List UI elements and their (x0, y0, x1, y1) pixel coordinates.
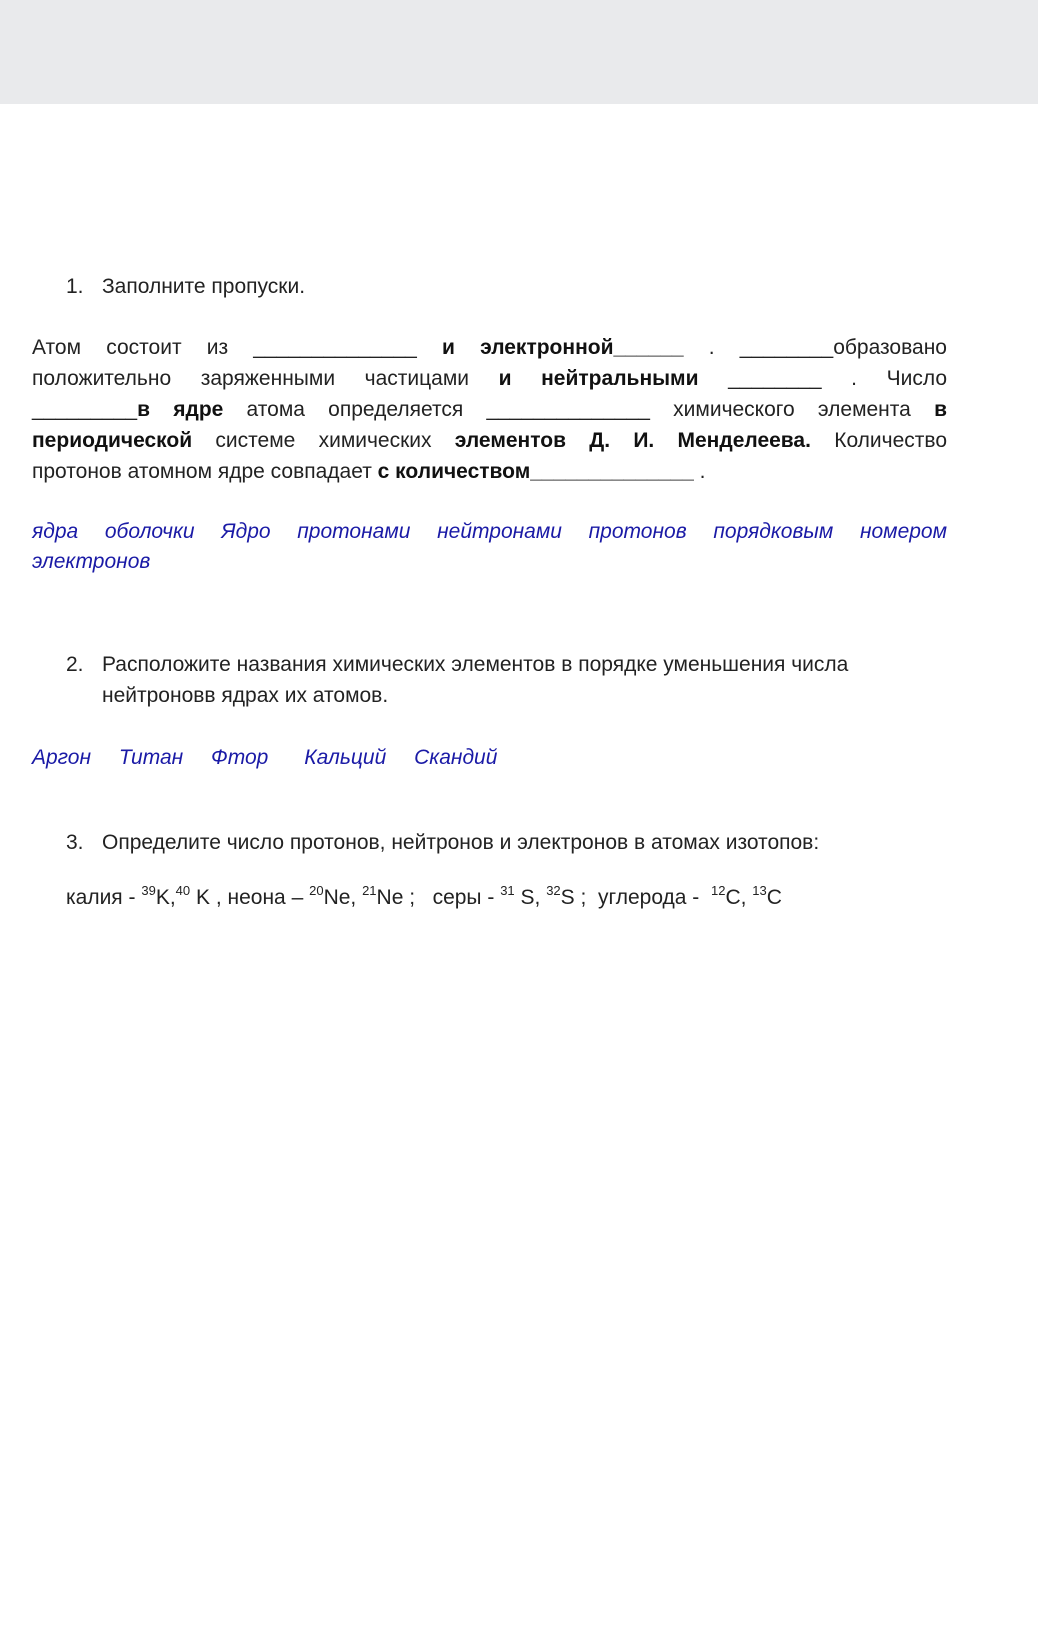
blank: _________ (32, 398, 138, 421)
mass-number: 21 (362, 883, 377, 898)
q1-line-1 (32, 334, 947, 362)
text: углерода - (598, 886, 711, 909)
q1-number: 1. (66, 275, 84, 298)
text: . (693, 460, 706, 483)
text: . ________образовано (683, 336, 947, 359)
element-calcium: Кальций (304, 746, 387, 769)
text: положительно заряженными частицами (32, 367, 499, 390)
bold-text: в (934, 398, 947, 421)
word: Ядро (221, 520, 271, 543)
mass-number: 32 (546, 883, 561, 898)
word: протонами (297, 520, 411, 543)
symbol: C, (725, 886, 753, 909)
q2-number: 2. (66, 653, 84, 676)
q3-isotopes (66, 884, 981, 912)
mass-number: 20 (309, 883, 324, 898)
q3-number: 3. (66, 831, 84, 854)
text: калия - (66, 886, 142, 909)
symbol: S ; (560, 886, 599, 909)
bold-text: и нейтральными (498, 367, 699, 390)
word: электронов (32, 550, 151, 573)
q2-elements (32, 744, 947, 772)
q1-word-bank (32, 518, 947, 546)
q1-line-5 (32, 458, 947, 486)
mass-number: 13 (752, 883, 767, 898)
text: серы - (432, 886, 501, 909)
symbol: Ne ; (376, 886, 433, 909)
text: Атом состоит из (32, 336, 254, 359)
q1-word-bank-cont (32, 548, 947, 576)
q2-title-line-1: Расположите названия химических элементов в порядке уменьшения числа (102, 653, 849, 676)
bold-text: с количеством______________ (377, 460, 694, 483)
text: системе химических (192, 429, 455, 452)
mass-number: 40 (175, 883, 191, 898)
top-bar (0, 0, 1038, 104)
word: номером (859, 520, 948, 543)
text: атома определяется ______________ химического элемента (223, 398, 935, 421)
text: протонов атомном ядре совпадает (32, 460, 378, 483)
symbol: Ne, (323, 886, 363, 909)
mass-number: 39 (141, 883, 156, 898)
word: нейтронами (437, 520, 562, 543)
q3-title: Определите число протонов, нейтронов и электронов в атомах изотопов: (102, 831, 820, 854)
symbol: C (766, 886, 782, 909)
symbol: K, (155, 886, 176, 909)
mass-number: 31 (500, 883, 515, 898)
q2-title-line-2: нейтроновв ядрах их атомов. (102, 684, 389, 707)
text: неона – (227, 886, 310, 909)
word: ядра (32, 520, 79, 543)
element-titanium: Титан (118, 746, 184, 769)
symbol: S, (514, 886, 547, 909)
element-fluorine: Фтор (211, 746, 269, 769)
bold-text: периодической (32, 429, 193, 452)
word: порядковым (713, 520, 834, 543)
q1-title: Заполните пропуски. (102, 275, 306, 298)
symbol: K , (190, 886, 228, 909)
q1-line-2 (32, 365, 947, 393)
mass-number: 12 (710, 883, 726, 898)
q1-line-3 (32, 396, 947, 424)
text: Количество (810, 429, 947, 452)
bold-text: и электронной______ (442, 336, 684, 359)
bold-text: в ядре (137, 398, 224, 421)
word: протонов (588, 520, 687, 543)
text: ________ . Число (698, 367, 947, 390)
blank: ______________ (253, 336, 417, 359)
q1-line-4 (32, 427, 947, 455)
element-scandium: Скандий (414, 746, 498, 769)
bold-text: элементов Д. И. Менделеева. (454, 429, 811, 452)
element-argon: Аргон (32, 746, 92, 769)
word: оболочки (104, 520, 195, 543)
